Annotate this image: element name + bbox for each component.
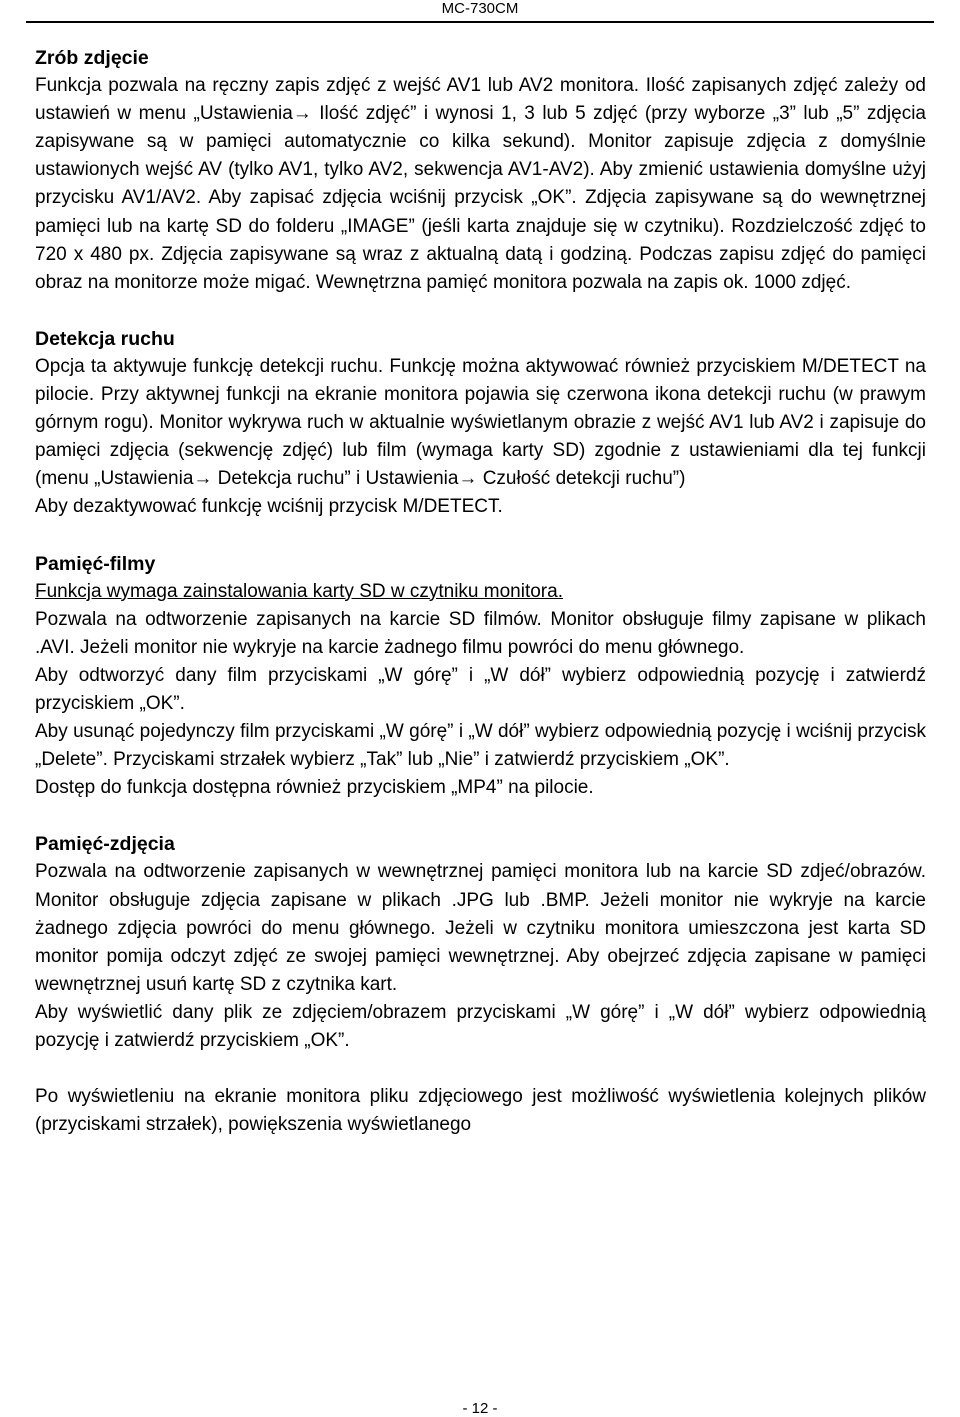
sd-card-requirement: Funkcja wymaga zainstalowania karty SD w czytniku monitora.: [35, 580, 563, 602]
section-paragraph: Pozwala na odtworzenie zapisanych w wewnętrznej pamięci monitora lub na karcie SD zdjeć/obrazów. Monitor obsługuje zdjęcia zapisane w plikach .JPG lub .BMP. Jeżeli monitor nie wykryje na karcie żadnego zdjęcia powróci do menu głównego. Jeżeli w czytniku monitora umieszczona jest karta SD monitor pomija odczyt zdjęć ze swojej pamięci wewnętrznej. Aby obejrzeć zdjęcia zapisane w pamięci wewnętrznej usuń kartę SD z czytnika kart.: [35, 861, 926, 995]
section-memory-photos: [35, 830, 926, 1055]
page-footer: [0, 1400, 960, 1417]
section-paragraph: Pozwala na odtworzenie zapisanych na karcie SD filmów. Monitor obsługuje filmy zapisane w plikach .AVI. Jeżeli monitor nie wykryje na karcie żadnego filmu powróci do menu głównego.: [35, 608, 926, 658]
page-content: [35, 44, 926, 1167]
page-header: [0, 0, 960, 18]
section-memory-movies: [35, 550, 926, 803]
section-heading: Pamięć-zdjęcia: [35, 833, 175, 856]
model-name: MC-730CM: [441, 0, 519, 17]
header-divider: [26, 21, 934, 23]
section-heading: Pamięć-filmy: [35, 552, 156, 575]
section-paragraph: Aby usunąć pojedynczy film przyciskami „W górę” i „W dół” wybierz odpowiednią pozycję i wciśnij przycisk „Delete”. Przyciskami strzałek wybierz „Tak” lub „Nie” i zatwierdź przyciskiem „OK”.: [35, 721, 926, 771]
section-paragraph: Funkcja pozwala na ręczny zapis zdjęć z wejść AV1 lub AV2 monitora. Ilość zapisanych zdjęć zależy od ustawień w menu „Ustawienia→ Ilość zdjęć” i wynosi 1, 3 lub 5 zdjęć (przy wyborze „3” lub „5” zdjęcia zapisywane są w pamięci automatycznie co kilka sekund). Monitor zapisuje zdjęcia z domyślnie ustawionych wejść AV (tylko AV1, tylko AV2, sekwencja AV1-AV2). Aby zmienić ustawienia domyślne użyj przycisku AV1/AV2. Aby zapisać zdjęcia wciśnij przycisk „OK”. Zdjęcia zapisywane są do wewnętrznej pamięci lub na kartę SD do folderu „IMAGE” (jeśli karta znajduje się w czytniku). Rozdzielczość zdjęć to 720 x 480 px. Zdjęcia zapisywane są wraz z aktualną datą i godziną. Podczas zapisu zdjęć do pamięci obraz na monitorze może migać. Wewnętrzna pamięć monitora pozwala na zapis ok. 1000 zdjęć.: [35, 75, 926, 293]
section-paragraph: Dostęp do funkcja dostępna również przyciskiem „MP4” na pilocie.: [35, 777, 594, 799]
section-paragraph: Po wyświetleniu na ekranie monitora pliku zdjęciowego jest możliwość wyświetlenia kolejnych plików (przyciskami strzałek), powiększenia wyświetlanego: [35, 1086, 926, 1136]
section-heading: Detekcja ruchu: [35, 327, 175, 350]
section-heading: Zrób zdjęcie: [35, 47, 149, 69]
section-take-photo: [35, 44, 926, 297]
page-number: - 12 -: [462, 1400, 498, 1417]
section-motion-detection: [35, 325, 926, 522]
section-paragraph: Aby wyświetlić dany plik ze zdjęciem/obrazem przyciskami „W górę” i „W dół” wybierz odpowiednią pozycję i zatwierdź przyciskiem „OK”.: [35, 1001, 926, 1051]
section-paragraph: Opcja ta aktywuje funkcję detekcji ruchu. Funkcję można aktywować również przyciskiem M/DETECT na pilocie. Przy aktywnej funkcji na ekranie monitora pojawia się czerwona ikona detekcji ruchu (w prawym górnym rogu). Monitor wykrywa ruch w aktualnie wyświetlanym obrazie z wejść AV1 lub AV2 i zapisuje do pamięci zdjęcia (sekwencję zdjęć) lub film (wymaga karty SD) zgodnie z ustawieniami dla tej funkcji (menu „Ustawienia→ Detekcja ruchu” i Ustawienia→ Czułość detekcji ruchu”): [35, 355, 926, 490]
section-paragraph: Aby dezaktywować funkcję wciśnij przycisk M/DETECT.: [35, 496, 503, 518]
section-memory-photos-continued: [35, 1083, 926, 1139]
section-paragraph: Aby odtworzyć dany film przyciskami „W górę” i „W dół” wybierz odpowiednią pozycję i zatwierdź przyciskiem „OK”.: [35, 664, 926, 714]
